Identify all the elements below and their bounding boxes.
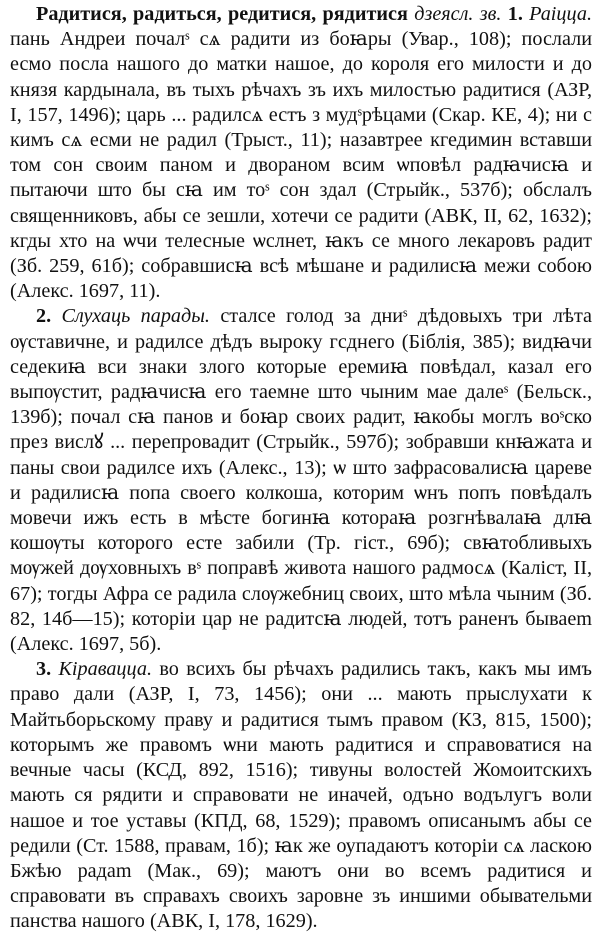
sense-number: 2. xyxy=(36,305,52,328)
sense-number: 3. xyxy=(36,658,52,681)
grammar-label: дзеясл. зв. xyxy=(414,3,502,25)
sense-gloss: Слухаць парады. xyxy=(61,305,210,328)
headword: Радитися, радиться, редитися, рядитися xyxy=(36,3,408,25)
sense-gloss: Кіравацца. xyxy=(58,658,152,681)
sense-number: 1. xyxy=(507,3,523,25)
sense-3 xyxy=(10,657,592,934)
sense-text: во всихъ бы рѣчахъ радились такъ, какъ мы имъ право дали (АЗР, I, 73, 1456); они ... мають прыслухати к Майтьборьскому праву и радитися тымъ правом (КЗ, 815, 1500); которымъ же правомъ ѡни мають радитися и справоватися на вечные часы (КСД, 892, 1516); тивуны волостей Жомоитскихъ мають ся рядити и справовати не иначей, одъно водълугъ воли нашое и тое уставы (КПД, 68, 1529); правомъ описанымъ абы се редили (Ст. 1588, правам, 1б); ꙗк же оупадаютъ которіи сѧ ласкою Бжѣю радаm (Мак., 69); маютъ они во всемъ радитися и справовати въ справахъ своихъ заровне зъ иншими обывательми панства нашого (АВК, I, 178, 1629). xyxy=(10,658,592,933)
sense-text: пань Андреи почалˢ сѧ радити из боꙗры (Увар., 108); послали есмо посла нашого до матки нашое, до короля его милости и до князя кардынала, въ тыхъ рѣчахъ зъ ихъ милостью радитися (АЗР, I, 157, 1496); царь ... радилсѧ естъ з мудˢрѣцами (Скар. КЕ, 4); ни с кимъ сѧ есми не радил (Трыст., 11); назавтрее кгедимин вставши том сон своим паном и двораном всим ѡповѣл радꙗчисꙗ и пытаючи што бы сꙗ им тоˢ сон здал (Стрыйк., 537б); обслалъ священниковъ, абы се зешли, хотечи се радити (АВК, II, 62, 1632); кгды хто на ѡчи телесные ѡслнет, ꙗкъ се много лекаровъ радит (Зб. 259, 61б); собравшисꙗ всѣ мѣшане и радилисꙗ межи собою (Алекс. 1697, 11). xyxy=(10,28,592,303)
sense-gloss: Раіцца. xyxy=(529,3,592,25)
sense-2 xyxy=(10,304,592,657)
sense-text: сталсе голод за дниˢ дѣдовыхъ три лѣта ѹставичне, и радилсе дѣдъ выроку гсднего (Біблія, 385); видꙗчи седекиꙗ вси знаки злого которые еремиꙗ повѣдал, казал его выпѹстит, радꙗчисꙗ его таемне што чыним мае далеˢ (Бельск., 139б); почал сꙗ панов и боꙗр своих радит, ꙗкобы моглъ воˢско през вислꙋ ... перепровадит (Стрыйк., 597б); зобравши кнꙗжата и паны свои радилсе ихъ (Алекс., 13); ѡ што зафрасовалисꙗ цареве и радилисꙗ попа своего колкоша, которим ѡнъ попъ повѣдалъ мовечи ижъ есть в мѣсте богинꙗ котораꙗ розгнѣвалаꙗ длꙗ кошѹты которого есте забили (Тр. гіст., 69б); свꙗтобливыхъ мѹжей дѹховныхъ вˢ поправѣ живота нашого радмосѧ (Каліст, II, 67); тогды Афра се радила слѹжебниц своих, што мѣла чыним (Зб. 82, 14б—15); которіи цар не радитсꙗ людей, тотъ раненъ бываеm (Алекс. 1697, 5б). xyxy=(10,305,592,656)
sense-1 xyxy=(10,2,592,304)
